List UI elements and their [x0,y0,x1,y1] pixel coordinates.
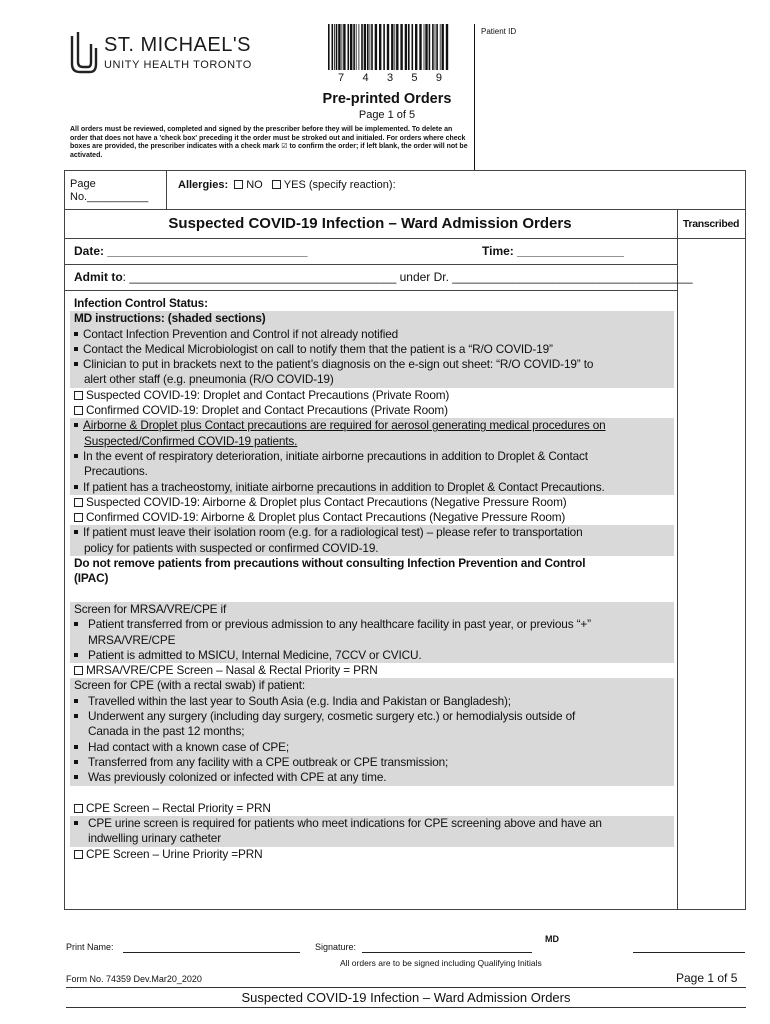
order-text: Screen for CPE (with a rectal swab) if patient: [74,678,305,693]
barcode-bar [328,24,330,70]
bullet-icon [74,347,78,351]
admit-rest: : ________________________________________ under Dr. ____________________________________ [122,270,693,284]
order-text: Clinician to put in brackets next to the patient’s diagnosis on the e-sign out sheet: “R/O COVID-19” to [83,357,594,372]
footer-rule [66,1007,746,1008]
barcode-bar [408,24,410,70]
order-text: CPE Screen – Urine Priority =PRN [86,846,263,861]
order-line [70,418,674,433]
order-text: Patient transferred from or previous admission to any healthcare facility in past year, or previous “+” [88,617,591,632]
barcode-bar [435,24,436,70]
order-text: Travelled within the last year to South Asia (e.g. India and Pakistan or Bangladesh); [88,693,511,708]
bullet-icon [74,821,78,825]
order-text: Underwent any surgery (including day surgery, cosmetic surgery etc.) or hemodialysis outside of [88,709,576,724]
order-line [70,831,674,846]
barcode-digit: 4 [362,72,369,84]
checkbox[interactable] [74,406,83,415]
barcode-bar [356,24,357,70]
barcode-bar [446,24,448,70]
order-text: Do not remove patients from precautions without consulting Infection Prevention and Control [74,556,586,571]
barcode-bar [429,24,431,70]
barcode-bar [391,24,393,70]
barcode-bar [379,24,381,70]
order-line [70,633,674,648]
order-line [70,541,674,556]
order-line [70,449,674,464]
barcode-bar [350,24,352,70]
order-text: In the event of respiratory deterioration, initiate airborne precautions in addition to Droplet & Contact [83,448,588,463]
barcode-bar [396,24,398,70]
barcode-bar [367,24,369,70]
order-text: Transferred from any facility with a CPE outbreak or CPE transmission; [88,754,449,769]
order-line [70,372,674,387]
divider [65,264,677,265]
order-text: Canada in the past 12 months; [88,724,245,739]
barcode-bar [440,24,441,70]
barcode-digit: 5 [411,72,418,84]
barcode-bar [415,24,417,70]
signature-line[interactable] [362,952,532,953]
barcode-bar [387,24,389,70]
divider [166,171,167,209]
md-line[interactable] [633,952,745,953]
checkbox[interactable] [234,180,243,189]
signature-label: Signature: [315,942,357,952]
barcode-bar [432,24,434,70]
order-text: indwelling urinary catheter [88,831,221,846]
order-line [70,602,674,617]
hospital-logo [68,30,258,80]
order-line [70,342,674,357]
order-text: MRSA/VRE/CPE Screen – Nasal & Rectal Priority = PRN [86,663,378,678]
barcode-bar [336,24,338,70]
bullet-icon [74,714,78,718]
bullet-icon [74,362,78,366]
barcode-bar [394,24,395,70]
bullet-icon [74,485,78,489]
date-field[interactable]: Date: ______________________________ [74,244,308,258]
checkbox[interactable] [74,666,83,675]
order-text: Patient is admitted to MSICU, Internal Medicine, 7CCV or CVICU. [88,647,422,662]
transcribed-header: Transcribed [682,218,740,230]
bullet-icon [74,653,78,657]
md-label: MD [545,934,559,944]
order-text: Suspected/Confirmed COVID-19 patients. [84,433,298,448]
order-line [70,556,674,571]
divider [65,209,745,210]
barcode-bar [412,24,414,70]
barcode-digits [330,72,450,84]
checkbox[interactable] [74,804,83,813]
bullet-icon [74,423,78,427]
barcode-bar [436,24,438,70]
order-text: If patient has a tracheostomy, initiate airborne precautions in addition to Droplet & Contact Precautions. [83,479,605,494]
header-divider [474,24,475,170]
order-text: Precautions. [84,464,148,479]
checkbox-order[interactable] [70,663,674,678]
order-line [70,571,674,586]
checkbox[interactable] [74,498,83,507]
order-line [70,816,674,831]
barcode-bar [400,24,402,70]
divider [65,290,677,291]
order-line [70,617,674,632]
bullet-icon [74,775,78,779]
order-line [70,709,674,724]
barcode-bar [334,24,335,70]
checkbox-order[interactable] [70,495,674,510]
page-number-field[interactable]: Page No.__________ [70,178,149,203]
barcode-digit: 7 [338,72,345,84]
order-line [70,357,674,372]
barcode-bar [419,24,421,70]
checkbox-order[interactable] [70,403,674,418]
checkbox-order[interactable] [70,388,674,403]
barcode-bar [364,24,366,70]
document-type: Pre-printed Orders [322,91,452,107]
patient-id-label: Patient ID [481,27,517,36]
checkbox[interactable] [74,513,83,522]
allergies-yes-label: YES (specify reaction): [283,179,396,191]
order-line [70,327,674,342]
logo-subtitle: UNITY HEALTH TORONTO [104,59,252,71]
footer-rule [66,987,746,988]
order-text: MD instructions: (shaded sections) [74,311,266,326]
time-field[interactable]: Time: ________________ [482,244,624,258]
checkbox[interactable] [74,391,83,400]
allergies-no-label: NO [246,179,263,191]
print-name-line[interactable] [123,952,300,953]
bullet-icon [74,745,78,749]
spacer [70,786,674,801]
order-text: Contact Infection Prevention and Control if not already notified [83,326,399,341]
bullet-icon [74,760,78,764]
barcode-digit: 9 [435,72,442,84]
form-number: Form No. 74359 Dev.Mar20_2020 [66,974,202,984]
barcode [326,24,450,72]
order-line [70,311,674,326]
barcode-bar [342,24,343,70]
spacer [70,587,674,602]
order-text: Airborne & Droplet plus Contact precautions are required for aerosol generating medical procedures on [83,418,606,433]
barcode-bar [383,24,385,70]
order-line [70,694,674,709]
barcode-digit: 3 [386,72,394,84]
order-line [70,648,674,663]
admit-label: Admit to [74,270,123,284]
barcode-bar [359,24,360,70]
bullet-icon [74,530,78,534]
checkbox-order[interactable] [70,801,674,816]
order-text: Contact the Medical Microbiologist on call to notify them that the patient is a “R/O COVID-19” [83,341,553,356]
order-text: Infection Control Status: [74,296,208,310]
barcode-bar [405,24,407,70]
order-text: Had contact with a known case of CPE; [88,739,289,754]
order-text: (IPAC) [74,571,109,586]
allergies-field [178,179,396,191]
barcode-bar [353,24,355,70]
transcribed-column-divider [677,209,678,909]
bullet-icon [74,332,78,336]
page-indicator-bottom: Page 1 of 5 [676,971,738,985]
order-text: Screen for MRSA/VRE/CPE if [74,601,227,616]
form-title: Suspected COVID-19 Infection – Ward Admission Orders [168,215,572,232]
barcode-bar [424,24,425,70]
order-line [70,740,674,755]
checkbox-order[interactable] [70,847,674,862]
barcode-bar [332,24,334,70]
order-line [70,678,674,693]
signing-note: All orders are to be signed including Qualifying Initials [340,958,542,968]
order-text: Suspected COVID-19: Droplet and Contact Precautions (Private Room) [86,387,450,402]
footer-title: Suspected COVID-19 Infection – Ward Admission Orders [241,990,571,1005]
order-text: MRSA/VRE/CPE [88,632,176,647]
checkbox[interactable] [74,850,83,859]
order-text: Confirmed COVID-19: Droplet and Contact Precautions (Private Room) [86,403,448,418]
order-line [70,755,674,770]
order-line [70,434,674,449]
allergies-label: Allergies: [178,179,229,191]
order-line [70,296,674,311]
checkbox[interactable] [272,180,281,189]
orders-body [70,296,674,862]
order-line [70,770,674,785]
barcode-bar [371,24,373,70]
barcode-bar [442,24,444,70]
barcode-bar [348,24,350,70]
order-text: Was previously colonized or infected with CPE at any time. [88,770,387,785]
barcode-bar [361,24,363,70]
order-text: Suspected COVID-19: Airborne & Droplet plus Contact Precautions (Negative Pressure Room) [86,494,567,509]
bullet-icon [74,622,78,626]
admit-to-field[interactable] [74,270,693,284]
barcode-bar [343,24,345,70]
order-line [70,724,674,739]
order-text: Confirmed COVID-19: Airborne & Droplet plus Contact Precautions (Negative Pressure Room) [86,510,566,525]
order-text: CPE urine screen is required for patients who meet indications for CPE screening above and have an [88,816,602,831]
order-text: alert other staff (e.g. pneumonia (R/O COVID-19) [84,372,334,387]
page-indicator: Page 1 of 5 [358,109,416,121]
checkbox-order[interactable] [70,510,674,525]
order-line [70,480,674,495]
barcode-bar [370,24,371,70]
order-line [70,464,674,479]
logo-name: ST. MICHAEL'S [104,34,252,56]
bullet-icon [74,454,78,458]
order-line [70,525,674,540]
hospital-logo-icon [68,30,98,76]
order-text: policy for patients with suspected or confirmed COVID-19. [84,540,379,555]
order-text: CPE Screen – Rectal Priority = PRN [86,800,271,815]
barcode-bar [338,24,340,70]
print-name-label: Print Name: [66,942,114,952]
barcode-bar [425,24,427,70]
barcode-bar [375,24,377,70]
divider [65,238,745,239]
bullet-icon [74,699,78,703]
order-instructions: All orders must be reviewed, completed and signed by the prescriber before they will be implemented. To delete an order that does not have a 'check box' preceding it the order must be stroked out and initialed. For orders where check boxes are provided, the prescriber indicates with a check mark ☑ to confirm the order; if left blank, the order will not be activated. [70,126,468,159]
order-text: If patient must leave their isolation room (e.g. for a radiological test) – please refer to transportation [83,525,583,540]
